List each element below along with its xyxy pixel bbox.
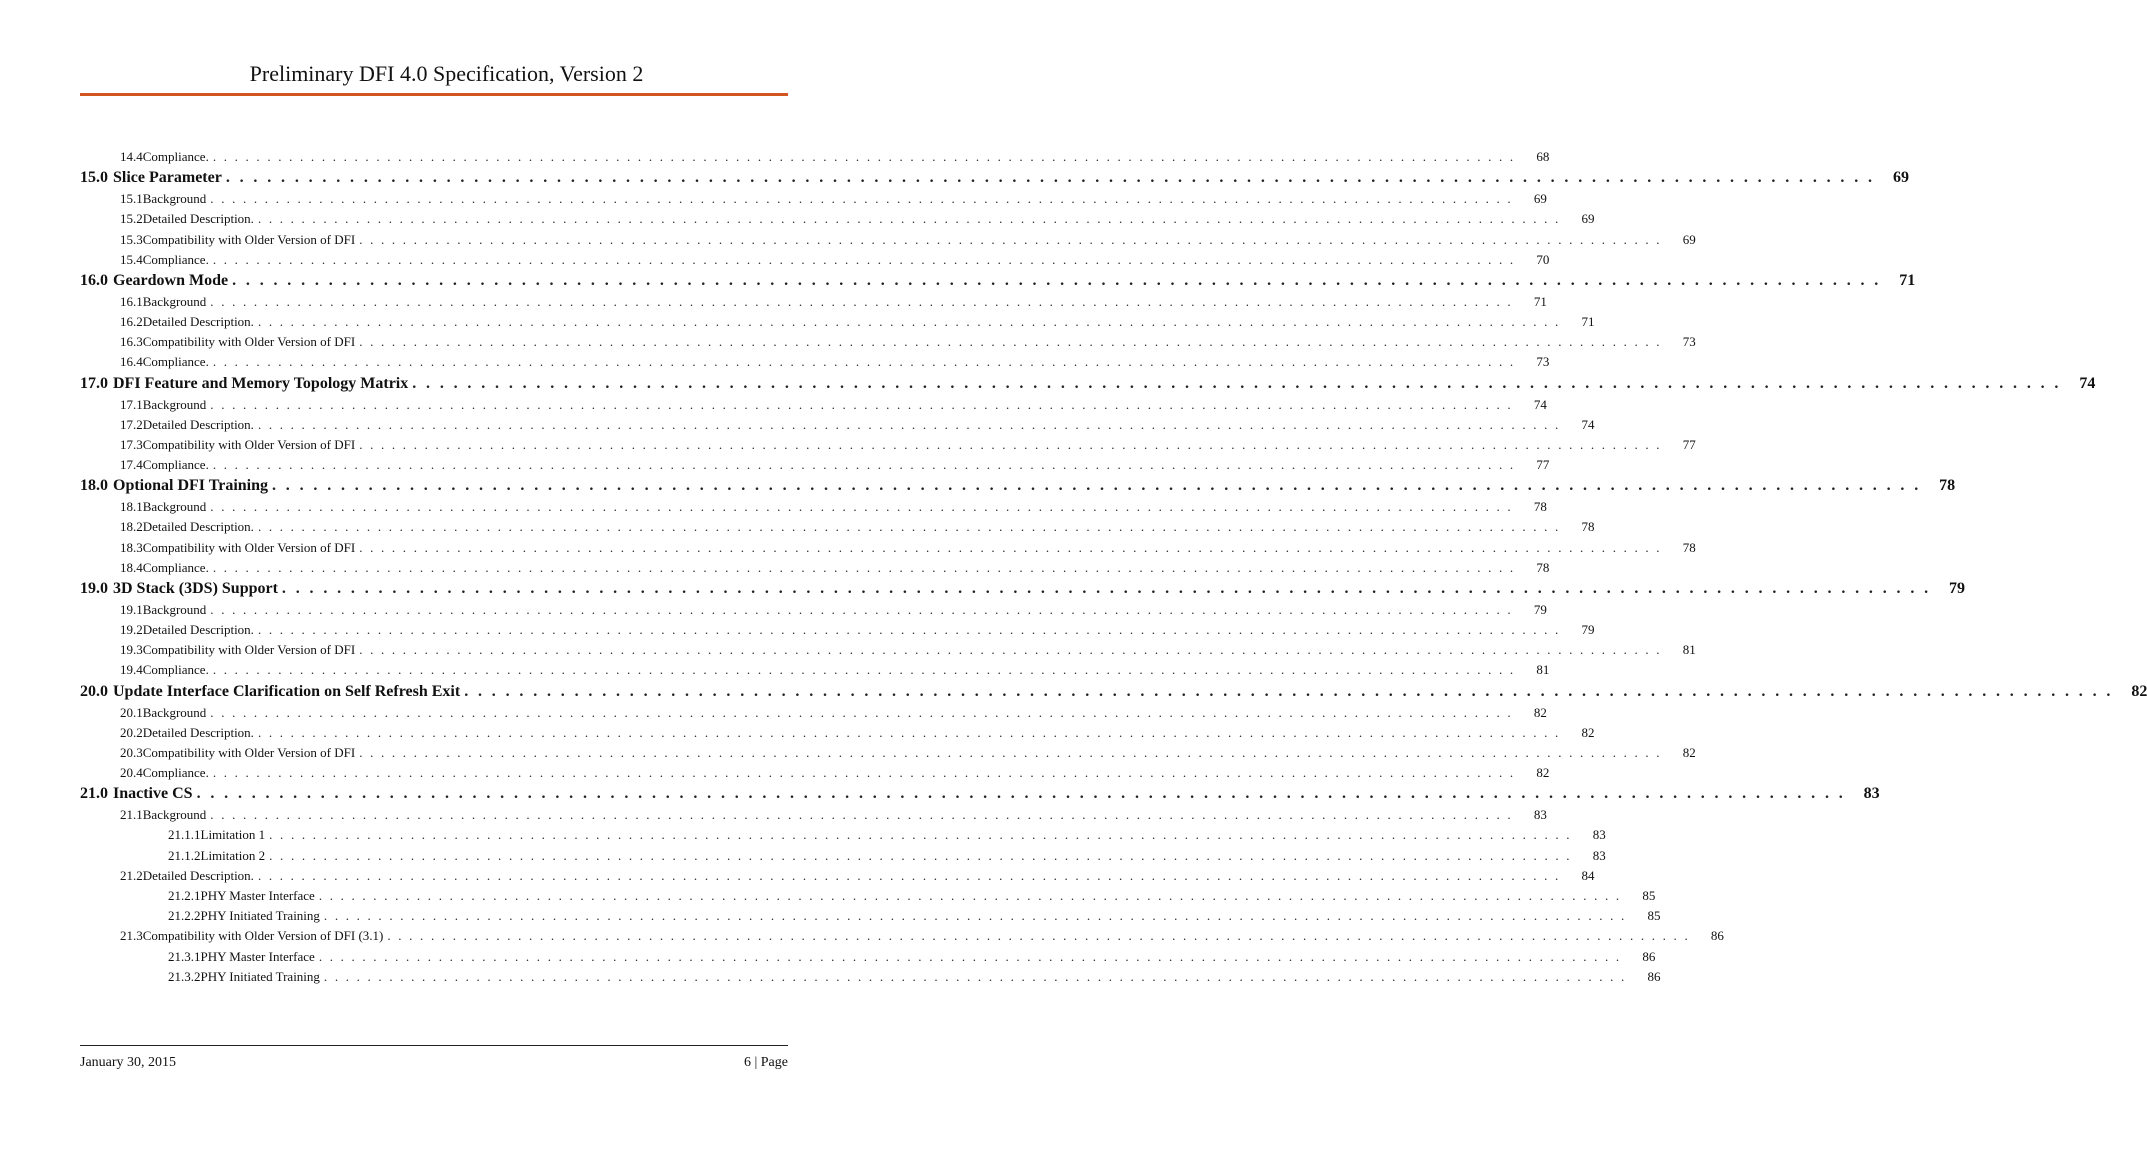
toc-page-number: 83: [1863, 785, 1880, 803]
toc-entry-row[interactable]: [80, 352, 1550, 372]
toc-number: 15.0: [80, 169, 108, 187]
toc-title: Slice Parameter: [113, 169, 222, 187]
toc-title: Compatibility with Older Version of DFI: [142, 539, 356, 555]
toc-page-number: 77: [1536, 457, 1550, 473]
toc-dot-leader: . . . . . . . . . . . . . . . . . . . . . . . . . . . . . . . . . . . . . . . . . . . . . . . . . . . . . . . . . . . . . . . . . . . . . . . . . . . . . . . . . . . . . . . . . . . . . . . . . . . . . . . . . . . . . . . . . . . . . . . .: [212, 765, 1516, 781]
toc-title: Limitation 1: [200, 827, 266, 843]
toc-dot-leader: . . . . . . . . . . . . . . . . . . . . . . . . . . . . . . . . . . . . . . . . . . . . . . . . . . . . . . . . . . . . . . . . . . . . . . . . . . . . . . . . . . . . . . . . . . . . . . . . . . . . . . . . . . . . . . . . . . . . . . . .: [196, 785, 1846, 803]
toc-title: Detailed Description.: [142, 867, 254, 883]
toc-title: Compliance.: [142, 149, 209, 164]
toc-page-number: 79: [1949, 579, 1966, 597]
toc-title: PHY Master Interface: [200, 887, 315, 903]
toc-page-number: 82: [1581, 724, 1595, 740]
toc-number: 20.3: [120, 744, 143, 760]
toc-page-number: 77: [1682, 436, 1696, 452]
toc-number: 14.4: [120, 149, 143, 164]
toc-title: Background: [142, 807, 207, 823]
toc-dot-leader: . . . . . . . . . . . . . . . . . . . . . . . . . . . . . . . . . . . . . . . . . . . . . . . . . . . . . . . . . . . . . . . . . . . . . . . . . . . . . . . . . . . . . . . . . . . . . . . . . . . . . . . . . . . . . . . . . . . . . . . .: [257, 416, 1561, 432]
toc-page-number: 79: [1533, 601, 1547, 617]
header-divider: [80, 93, 788, 96]
toc-dot-leader: . . . . . . . . . . . . . . . . . . . . . . . . . . . . . . . . . . . . . . . . . . . . . . . . . . . . . . . . . . . . . . . . . . . . . . . . . . . . . . . . . . . . . . . . . . . . . . . . . . . . . . . . . . . . . . . . . . . . . . . .: [212, 457, 1516, 473]
toc-entry-row[interactable]: [80, 435, 1696, 455]
toc-page-number: 78: [1581, 519, 1595, 535]
footer-date: January 30, 2015: [80, 1055, 177, 1070]
toc-section-row[interactable]: [80, 783, 1880, 805]
toc-number: 17.3: [120, 436, 143, 452]
toc-page-number: 74: [1581, 416, 1595, 432]
toc-entry-row[interactable]: [80, 415, 1595, 435]
toc-page-number: 86: [1710, 928, 1724, 944]
toc-dot-leader: . . . . . . . . . . . . . . . . . . . . . . . . . . . . . . . . . . . . . . . . . . . . . . . . . . . . . . . . . . . . . . . . . . . . . . . . . . . . . . . . . . . . . . . . . . . . . . . . . . . . . . . . . . . . . . . . . . . . . . . .: [272, 477, 1922, 495]
toc-page-number: 69: [1533, 191, 1547, 207]
toc-entry-row[interactable]: [80, 723, 1595, 743]
toc-title: Background: [142, 396, 207, 412]
toc-number: 21.3.2: [168, 968, 201, 984]
toc-title: Detailed Description.: [142, 724, 254, 740]
toc-dot-leader: . . . . . . . . . . . . . . . . . . . . . . . . . . . . . . . . . . . . . . . . . . . . . . . . . . . . . . . . . . . . . . . . . . . . . . . . . . . . . . . . . . . . . . . . . . . . . . . . . . . . . . . . . . . . . . . . . . . . . . . .: [359, 436, 1662, 452]
toc-entry-row[interactable]: [80, 886, 1656, 906]
toc-number: 21.3.1: [168, 948, 201, 964]
toc-number: 19.3: [120, 642, 143, 658]
toc-title: Compliance.: [142, 251, 209, 267]
toc-entry-row[interactable]: [80, 743, 1696, 763]
toc-title: Compatibility with Older Version of DFI: [142, 744, 356, 760]
toc-section-row[interactable]: [80, 373, 2096, 395]
toc-dot-leader: . . . . . . . . . . . . . . . . . . . . . . . . . . . . . . . . . . . . . . . . . . . . . . . . . . . . . . . . . . . . . . . . . . . . . . . . . . . . . . . . . . . . . . . . . . . . . . . . . . . . . . . . . . . . . . . . . . . . . . . .: [359, 642, 1662, 658]
toc-dot-leader: . . . . . . . . . . . . . . . . . . . . . . . . . . . . . . . . . . . . . . . . . . . . . . . . . . . . . . . . . . . . . . . . . . . . . . . . . . . . . . . . . . . . . . . . . . . . . . . . . . . . . . . . . . . . . . . . . . . . . . . .: [359, 334, 1662, 350]
footer-divider: [80, 1045, 788, 1046]
toc-title: Background: [142, 293, 207, 309]
toc-dot-leader: . . . . . . . . . . . . . . . . . . . . . . . . . . . . . . . . . . . . . . . . . . . . . . . . . . . . . . . . . . . . . . . . . . . . . . . . . . . . . . . . . . . . . . . . . . . . . . . . . . . . . . . . . . . . . . . . . . . . . . . .: [212, 149, 1516, 164]
toc-title: Limitation 2: [200, 847, 266, 863]
toc-title: Compatibility with Older Version of DFI: [142, 231, 356, 247]
toc-section-row[interactable]: [80, 475, 1956, 497]
toc-entry-row[interactable]: [80, 395, 1547, 415]
toc-entry-row[interactable]: [80, 147, 1550, 167]
toc-number: 21.3: [120, 928, 143, 944]
toc-page-number: 86: [1642, 948, 1656, 964]
toc-entry-row[interactable]: [80, 926, 1724, 946]
toc-number: 21.1.2: [168, 847, 201, 863]
toc-number: 21.1.1: [168, 827, 201, 843]
toc-dot-leader: . . . . . . . . . . . . . . . . . . . . . . . . . . . . . . . . . . . . . . . . . . . . . . . . . . . . . . . . . . . . . . . . . . . . . . . . . . . . . . . . . . . . . . . . . . . . . . . . . . . . . . . . . . . . . . . . . . . . . . . .: [359, 744, 1662, 760]
toc-entry-row[interactable]: [80, 866, 1595, 886]
toc-entry-row[interactable]: [80, 825, 1606, 845]
toc-title: Compatibility with Older Version of DFI (3.1): [142, 928, 384, 944]
toc-title: Background: [142, 499, 207, 515]
toc-number: 18.4: [120, 559, 143, 575]
toc-entry-row[interactable]: [80, 332, 1696, 352]
toc-page-number: 71: [1899, 271, 1916, 289]
toc-page-number: 86: [1647, 968, 1661, 984]
toc-title: Background: [142, 704, 207, 720]
toc-page-number: 74: [2079, 374, 2096, 392]
toc-page-number: 71: [1533, 293, 1547, 309]
toc-entry-row[interactable]: [80, 455, 1550, 475]
toc-number: 19.0: [80, 579, 108, 597]
toc-number: 17.2: [120, 416, 143, 432]
toc-number: 18.1: [120, 499, 143, 515]
toc-page-number: 69: [1682, 231, 1696, 247]
toc-number: 20.0: [80, 682, 108, 700]
toc-number: 21.1: [120, 807, 143, 823]
footer-page-number: 6 | Page: [743, 1055, 788, 1070]
toc-section-row[interactable]: [80, 167, 1909, 189]
toc-entry-row[interactable]: [80, 250, 1550, 270]
toc-number: 17.4: [120, 457, 143, 473]
toc-entry-row[interactable]: [80, 640, 1696, 660]
toc-entry-row[interactable]: [80, 497, 1547, 517]
toc-number: 15.4: [120, 251, 143, 267]
toc-number: 18.3: [120, 539, 143, 555]
page-title: Preliminary DFI 4.0 Specification, Version 2: [249, 61, 644, 86]
toc-entry-row[interactable]: [80, 763, 1550, 783]
toc-page-number: 74: [1533, 396, 1547, 412]
toc-page-number: 83: [1592, 847, 1606, 863]
toc-number: 21.2.1: [168, 887, 201, 903]
toc-page-number: 70: [1536, 251, 1550, 267]
toc-number: 19.2: [120, 622, 143, 638]
toc-number: 21.2.2: [168, 908, 201, 924]
toc-title: Compliance.: [142, 559, 209, 575]
toc-page-number: 73: [1536, 354, 1550, 370]
toc-number: 20.4: [120, 765, 143, 781]
toc-number: 21.2: [120, 867, 143, 883]
toc-dot-leader: . . . . . . . . . . . . . . . . . . . . . . . . . . . . . . . . . . . . . . . . . . . . . . . . . . . . . . . . . . . . . . . . . . . . . . . . . . . . . . . . . . . . . . . . . . . . . . . . . . . . . . . . . . . . . . . . . . . . . . . .: [387, 928, 1690, 944]
toc-dot-leader: . . . . . . . . . . . . . . . . . . . . . . . . . . . . . . . . . . . . . . . . . . . . . . . . . . . . . . . . . . . . . . . . . . . . . . . . . . . . . . . . . . . . . . . . . . . . . . . . . . . . . . . . . . . . . . . . . . . . . . . .: [210, 396, 1513, 412]
toc-dot-leader: . . . . . . . . . . . . . . . . . . . . . . . . . . . . . . . . . . . . . . . . . . . . . . . . . . . . . . . . . . . . . . . . . . . . . . . . . . . . . . . . . . . . . . . . . . . . . . . . . . . . . . . . . . . . . . . . . . . . . . . .: [210, 704, 1513, 720]
toc-dot-leader: . . . . . . . . . . . . . . . . . . . . . . . . . . . . . . . . . . . . . . . . . . . . . . . . . . . . . . . . . . . . . . . . . . . . . . . . . . . . . . . . . . . . . . . . . . . . . . . . . . . . . . . . . . . . . . . . . . . . . . . .: [318, 948, 1622, 964]
toc-page-number: 71: [1581, 314, 1595, 330]
toc-title: Detailed Description.: [142, 314, 254, 330]
toc-title: Geardown Mode: [113, 271, 229, 289]
toc-page-number: 78: [1533, 499, 1547, 515]
toc-dot-leader: . . . . . . . . . . . . . . . . . . . . . . . . . . . . . . . . . . . . . . . . . . . . . . . . . . . . . . . . . . . . . . . . . . . . . . . . . . . . . . . . . . . . . . . . . . . . . . . . . . . . . . . . . . . . . . . . . . . . . . . .: [210, 499, 1513, 515]
toc-page-number: 82: [1682, 744, 1696, 760]
toc-title: PHY Initiated Training: [200, 968, 320, 984]
toc-dot-leader: . . . . . . . . . . . . . . . . . . . . . . . . . . . . . . . . . . . . . . . . . . . . . . . . . . . . . . . . . . . . . . . . . . . . . . . . . . . . . . . . . . . . . . . . . . . . . . . . . . . . . . . . . . . . . . . . . . . . . . . .: [212, 251, 1516, 267]
toc-number: 17.1: [120, 396, 143, 412]
toc-title: Compatibility with Older Version of DFI: [142, 642, 356, 658]
toc-page-number: 78: [1536, 559, 1550, 575]
toc-entry-row[interactable]: [80, 805, 1547, 825]
toc-entry-row[interactable]: [80, 906, 1661, 926]
toc-page-number: 81: [1682, 642, 1696, 658]
toc-entry-row[interactable]: [80, 312, 1595, 332]
toc-dot-leader: . . . . . . . . . . . . . . . . . . . . . . . . . . . . . . . . . . . . . . . . . . . . . . . . . . . . . . . . . . . . . . . . . . . . . . . . . . . . . . . . . . . . . . . . . . . . . . . . . . . . . . . . . . . . . . . . . . . . . . . .: [210, 293, 1513, 309]
toc-page-number: 85: [1647, 908, 1661, 924]
toc-section-row[interactable]: [80, 270, 1916, 292]
toc-dot-leader: . . . . . . . . . . . . . . . . . . . . . . . . . . . . . . . . . . . . . . . . . . . . . . . . . . . . . . . . . . . . . . . . . . . . . . . . . . . . . . . . . . . . . . . . . . . . . . . . . . . . . . . . . . . . . . . . . . . . . . . .: [269, 827, 1572, 843]
toc-entry-row[interactable]: [80, 538, 1696, 558]
toc-title: 3D Stack (3DS) Support: [113, 579, 278, 597]
toc-page-number: 83: [1533, 807, 1547, 823]
toc-number: 18.0: [80, 477, 108, 495]
toc-title: PHY Initiated Training: [200, 908, 320, 924]
toc-dot-leader: . . . . . . . . . . . . . . . . . . . . . . . . . . . . . . . . . . . . . . . . . . . . . . . . . . . . . . . . . . . . . . . . . . . . . . . . . . . . . . . . . . . . . . . . . . . . . . . . . . . . . . . . . . . . . . . . . . . . . . . .: [225, 169, 1875, 187]
toc-page-number: 82: [1533, 704, 1547, 720]
toc-dot-leader: . . . . . . . . . . . . . . . . . . . . . . . . . . . . . . . . . . . . . . . . . . . . . . . . . . . . . . . . . . . . . . . . . . . . . . . . . . . . . . . . . . . . . . . . . . . . . . . . . . . . . . . . . . . . . . . . . . . . . . . .: [257, 314, 1561, 330]
toc-title: Compliance.: [142, 457, 209, 473]
toc-dot-leader: . . . . . . . . . . . . . . . . . . . . . . . . . . . . . . . . . . . . . . . . . . . . . . . . . . . . . . . . . . . . . . . . . . . . . . . . . . . . . . . . . . . . . . . . . . . . . . . . . . . . . . . . . . . . . . . . . . . . . . . .: [232, 271, 1882, 289]
toc-title: Detailed Description.: [142, 622, 254, 638]
toc-section-row[interactable]: [80, 681, 2147, 703]
toc-page-number: 83: [1592, 827, 1606, 843]
toc-page-number: 73: [1682, 334, 1696, 350]
toc-dot-leader: . . . . . . . . . . . . . . . . . . . . . . . . . . . . . . . . . . . . . . . . . . . . . . . . . . . . . . . . . . . . . . . . . . . . . . . . . . . . . . . . . . . . . . . . . . . . . . . . . . . . . . . . . . . . . . . . . . . . . . . .: [210, 191, 1513, 207]
toc-entry-row[interactable]: [80, 209, 1595, 229]
toc-number: 15.1: [120, 191, 143, 207]
toc-dot-leader: . . . . . . . . . . . . . . . . . . . . . . . . . . . . . . . . . . . . . . . . . . . . . . . . . . . . . . . . . . . . . . . . . . . . . . . . . . . . . . . . . . . . . . . . . . . . . . . . . . . . . . . . . . . . . . . . . . . . . . . .: [464, 682, 2114, 700]
toc-number: 16.0: [80, 271, 108, 289]
toc-entry-row[interactable]: [80, 947, 1656, 967]
toc-entry-row[interactable]: [80, 846, 1606, 866]
toc-number: 16.3: [120, 334, 143, 350]
toc-title: Compatibility with Older Version of DFI: [142, 334, 356, 350]
toc-page-number: 79: [1581, 622, 1595, 638]
toc-title: Compliance.: [142, 354, 209, 370]
toc-number: 17.0: [80, 374, 108, 392]
toc-dot-leader: . . . . . . . . . . . . . . . . . . . . . . . . . . . . . . . . . . . . . . . . . . . . . . . . . . . . . . . . . . . . . . . . . . . . . . . . . . . . . . . . . . . . . . . . . . . . . . . . . . . . . . . . . . . . . . . . . . . . . . . .: [257, 211, 1561, 227]
toc-entry-row[interactable]: [80, 660, 1550, 680]
toc-page-number: 69: [1581, 211, 1595, 227]
toc-entry-row[interactable]: [80, 600, 1547, 620]
toc-title: DFI Feature and Memory Topology Matrix: [113, 374, 409, 392]
toc-dot-leader: . . . . . . . . . . . . . . . . . . . . . . . . . . . . . . . . . . . . . . . . . . . . . . . . . . . . . . . . . . . . . . . . . . . . . . . . . . . . . . . . . . . . . . . . . . . . . . . . . . . . . . . . . . . . . . . . . . . . . . . .: [281, 579, 1932, 597]
toc-dot-leader: . . . . . . . . . . . . . . . . . . . . . . . . . . . . . . . . . . . . . . . . . . . . . . . . . . . . . . . . . . . . . . . . . . . . . . . . . . . . . . . . . . . . . . . . . . . . . . . . . . . . . . . . . . . . . . . . . . . . . . . .: [323, 968, 1627, 984]
toc-entry-row[interactable]: [80, 517, 1595, 537]
toc-entry-row[interactable]: [80, 703, 1547, 723]
toc-dot-leader: . . . . . . . . . . . . . . . . . . . . . . . . . . . . . . . . . . . . . . . . . . . . . . . . . . . . . . . . . . . . . . . . . . . . . . . . . . . . . . . . . . . . . . . . . . . . . . . . . . . . . . . . . . . . . . . . . . . . . . . .: [318, 887, 1622, 903]
toc-entry-row[interactable]: [80, 292, 1547, 312]
toc-dot-leader: . . . . . . . . . . . . . . . . . . . . . . . . . . . . . . . . . . . . . . . . . . . . . . . . . . . . . . . . . . . . . . . . . . . . . . . . . . . . . . . . . . . . . . . . . . . . . . . . . . . . . . . . . . . . . . . . . . . . . . . .: [257, 519, 1561, 535]
toc-entry-row[interactable]: [80, 967, 1661, 987]
toc-title: Compliance.: [142, 765, 209, 781]
toc-title: Detailed Description.: [142, 416, 254, 432]
toc-title: Detailed Description.: [142, 519, 254, 535]
toc-dot-leader: . . . . . . . . . . . . . . . . . . . . . . . . . . . . . . . . . . . . . . . . . . . . . . . . . . . . . . . . . . . . . . . . . . . . . . . . . . . . . . . . . . . . . . . . . . . . . . . . . . . . . . . . . . . . . . . . . . . . . . . .: [210, 601, 1513, 617]
toc-page-number: 78: [1682, 539, 1696, 555]
toc-number: 16.4: [120, 354, 143, 370]
toc-page-number: 81: [1536, 662, 1550, 678]
toc-number: 20.1: [120, 704, 143, 720]
toc-number: 16.2: [120, 314, 143, 330]
toc-dot-leader: . . . . . . . . . . . . . . . . . . . . . . . . . . . . . . . . . . . . . . . . . . . . . . . . . . . . . . . . . . . . . . . . . . . . . . . . . . . . . . . . . . . . . . . . . . . . . . . . . . . . . . . . . . . . . . . . . . . . . . . .: [269, 847, 1572, 863]
toc-dot-leader: . . . . . . . . . . . . . . . . . . . . . . . . . . . . . . . . . . . . . . . . . . . . . . . . . . . . . . . . . . . . . . . . . . . . . . . . . . . . . . . . . . . . . . . . . . . . . . . . . . . . . . . . . . . . . . . . . . . . . . . .: [257, 867, 1561, 883]
toc-title: Compliance.: [142, 662, 209, 678]
toc-number: 15.3: [120, 231, 143, 247]
toc-number: 20.2: [120, 724, 143, 740]
toc-page-number: 85: [1642, 887, 1656, 903]
toc-title: Background: [142, 191, 207, 207]
toc-number: 16.1: [120, 293, 143, 309]
toc-dot-leader: . . . . . . . . . . . . . . . . . . . . . . . . . . . . . . . . . . . . . . . . . . . . . . . . . . . . . . . . . . . . . . . . . . . . . . . . . . . . . . . . . . . . . . . . . . . . . . . . . . . . . . . . . . . . . . . . . . . . . . . .: [212, 662, 1516, 678]
toc-title: Compatibility with Older Version of DFI: [142, 436, 356, 452]
toc-entry-row[interactable]: [80, 230, 1696, 250]
toc-section-row[interactable]: [80, 578, 1966, 600]
toc-dot-leader: . . . . . . . . . . . . . . . . . . . . . . . . . . . . . . . . . . . . . . . . . . . . . . . . . . . . . . . . . . . . . . . . . . . . . . . . . . . . . . . . . . . . . . . . . . . . . . . . . . . . . . . . . . . . . . . . . . . . . . . .: [323, 908, 1627, 924]
toc-number: 19.1: [120, 601, 143, 617]
toc-dot-leader: . . . . . . . . . . . . . . . . . . . . . . . . . . . . . . . . . . . . . . . . . . . . . . . . . . . . . . . . . . . . . . . . . . . . . . . . . . . . . . . . . . . . . . . . . . . . . . . . . . . . . . . . . . . . . . . . . . . . . . . .: [212, 559, 1516, 575]
toc-number: 18.2: [120, 519, 143, 535]
toc-dot-leader: . . . . . . . . . . . . . . . . . . . . . . . . . . . . . . . . . . . . . . . . . . . . . . . . . . . . . . . . . . . . . . . . . . . . . . . . . . . . . . . . . . . . . . . . . . . . . . . . . . . . . . . . . . . . . . . . . . . . . . . .: [359, 231, 1662, 247]
table-of-contents: [80, 147, 2147, 987]
toc-title: Optional DFI Training: [113, 477, 268, 495]
toc-page-number: 78: [1939, 477, 1956, 495]
toc-title: Detailed Description.: [142, 211, 254, 227]
toc-dot-leader: . . . . . . . . . . . . . . . . . . . . . . . . . . . . . . . . . . . . . . . . . . . . . . . . . . . . . . . . . . . . . . . . . . . . . . . . . . . . . . . . . . . . . . . . . . . . . . . . . . . . . . . . . . . . . . . . . . . . . . . .: [257, 724, 1561, 740]
toc-title: Update Interface Clarification on Self Refresh Exit: [113, 682, 461, 700]
toc-title: PHY Master Interface: [200, 948, 315, 964]
toc-number: 19.4: [120, 662, 143, 678]
toc-entry-row[interactable]: [80, 620, 1595, 640]
toc-page-number: 82: [2131, 682, 2147, 700]
toc-dot-leader: . . . . . . . . . . . . . . . . . . . . . . . . . . . . . . . . . . . . . . . . . . . . . . . . . . . . . . . . . . . . . . . . . . . . . . . . . . . . . . . . . . . . . . . . . . . . . . . . . . . . . . . . . . . . . . . . . . . . . . . .: [412, 374, 2062, 392]
toc-page-number: 84: [1581, 867, 1595, 883]
toc-dot-leader: . . . . . . . . . . . . . . . . . . . . . . . . . . . . . . . . . . . . . . . . . . . . . . . . . . . . . . . . . . . . . . . . . . . . . . . . . . . . . . . . . . . . . . . . . . . . . . . . . . . . . . . . . . . . . . . . . . . . . . . .: [210, 807, 1513, 823]
toc-title: Background: [142, 601, 207, 617]
toc-number: 15.2: [120, 211, 143, 227]
toc-entry-row[interactable]: [80, 189, 1547, 209]
toc-page-number: 82: [1536, 765, 1550, 781]
toc-dot-leader: . . . . . . . . . . . . . . . . . . . . . . . . . . . . . . . . . . . . . . . . . . . . . . . . . . . . . . . . . . . . . . . . . . . . . . . . . . . . . . . . . . . . . . . . . . . . . . . . . . . . . . . . . . . . . . . . . . . . . . . .: [359, 539, 1662, 555]
toc-number: 21.0: [80, 785, 108, 803]
toc-dot-leader: . . . . . . . . . . . . . . . . . . . . . . . . . . . . . . . . . . . . . . . . . . . . . . . . . . . . . . . . . . . . . . . . . . . . . . . . . . . . . . . . . . . . . . . . . . . . . . . . . . . . . . . . . . . . . . . . . . . . . . . .: [212, 354, 1516, 370]
toc-dot-leader: . . . . . . . . . . . . . . . . . . . . . . . . . . . . . . . . . . . . . . . . . . . . . . . . . . . . . . . . . . . . . . . . . . . . . . . . . . . . . . . . . . . . . . . . . . . . . . . . . . . . . . . . . . . . . . . . . . . . . . . .: [257, 622, 1561, 638]
toc-title: Inactive CS: [113, 785, 193, 803]
toc-page-number: 68: [1536, 149, 1550, 164]
toc-entry-row[interactable]: [80, 558, 1550, 578]
toc-page-number: 69: [1892, 169, 1909, 187]
